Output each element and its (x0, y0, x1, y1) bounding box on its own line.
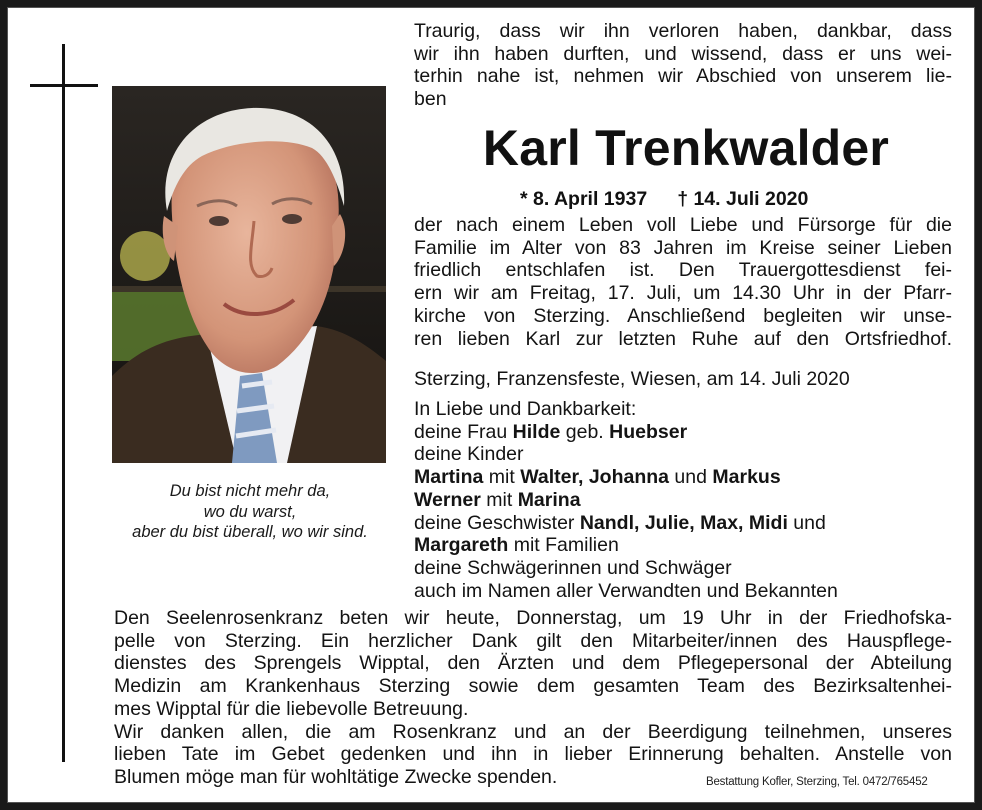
text-line: ben (414, 88, 447, 111)
mourners-line: deine Frau Hilde geb. Huebser (414, 420, 688, 443)
cross-icon-bar (30, 84, 98, 87)
quote-line: aber du bist überall, wo wir sind. (132, 523, 368, 541)
mourners-line: deine Schwägerinnen und Schwäger (414, 556, 732, 579)
text-line: Wir danken allen, die am Rosenkranz und an der Beerdigung teilnehmen, unseres (114, 720, 952, 743)
text-line: Den Seelenrosenkranz beten wir heute, Donnerstag, um 19 Uhr in der Friedhofska- (114, 607, 952, 629)
mourners-line: Werner mit Marina (414, 488, 581, 511)
deceased-name: Karl Trenkwalder (482, 120, 890, 176)
mourners-line: deine Geschwister Nandl, Julie, Max, Midi und (414, 511, 826, 534)
text-line: Familie im Alter von 83 Jahren im Kreise seiner Lieben (414, 236, 952, 259)
text-line: pelle von Sterzing. Ein herzlicher Dank gilt den Mitarbeiter/innen des Hauspflege- (114, 629, 952, 652)
death-date: † 14. Juli 2020 (677, 188, 809, 210)
text-line: dienstes des Sprengels Wipptal, den Ärzten und dem Pflegepersonal der Abteilung (114, 652, 952, 675)
announcement-text (414, 214, 952, 350)
mourners-line: deine Kinder (414, 443, 524, 466)
text-line: Traurig, dass wir ihn verloren haben, dankbar, dass (414, 20, 952, 42)
quote-line: wo du warst, (203, 502, 297, 521)
funeral-home-credit: Bestattung Kofler, Sterzing, Tel. 0472/765452 (706, 776, 928, 788)
text-line: Blumen möge man für wohltätige Zwecke spenden. (114, 765, 558, 788)
mourners-list (414, 398, 838, 602)
place-and-date: Sterzing, Franzensfeste, Wiesen, am 14. Juli 2020 (414, 368, 850, 390)
closing-text (114, 607, 952, 789)
mourners-line: Martina mit Walter, Johanna und Markus (414, 466, 781, 489)
text-line: terhin nahe ist, nehmen wir Abschied von unserem lie- (414, 65, 952, 88)
mourners-line: Margareth mit Familien (414, 534, 619, 557)
text-line: mes Wipptal für die liebevolle Betreuung. (114, 697, 469, 720)
memorial-quote (100, 481, 400, 543)
text-line: friedlich entschlafen ist. Den Trauergottesdienst fei- (414, 259, 952, 282)
portrait-photo (112, 86, 386, 463)
text-line: lieben Tate im Gebet gedenken und ihn in lieber Erinnerung behalten. Anstelle von (114, 743, 952, 766)
birth-date: * 8. April 1937 (520, 188, 648, 210)
life-dates (520, 188, 808, 211)
text-line: ern wir am Freitag, 17. Juli, um 14.30 Uhr in der Pfarr- (414, 282, 952, 305)
text-line: wir ihn haben durften, und wissend, dass er uns wei- (414, 42, 952, 65)
text-line: der nach einem Leben voll Liebe und Fürsorge für die (414, 214, 952, 236)
text-line: Medizin am Krankenhaus Sterzing sowie dem gesamten Team des Bezirksaltenhei- (114, 675, 952, 698)
text-line: ren lieben Karl zur letzten Ruhe auf den Ortsfriedhof. (414, 327, 952, 350)
intro-text (414, 20, 952, 111)
quote-line: Du bist nicht mehr da, (169, 482, 331, 500)
mourners-line: In Liebe und Dankbarkeit: (414, 398, 637, 420)
cross-icon (62, 44, 65, 762)
mourners-line: auch im Namen aller Verwandten und Bekannten (414, 579, 838, 602)
text-line: kirche von Sterzing. Anschließend begleiten wir unse- (414, 304, 952, 327)
